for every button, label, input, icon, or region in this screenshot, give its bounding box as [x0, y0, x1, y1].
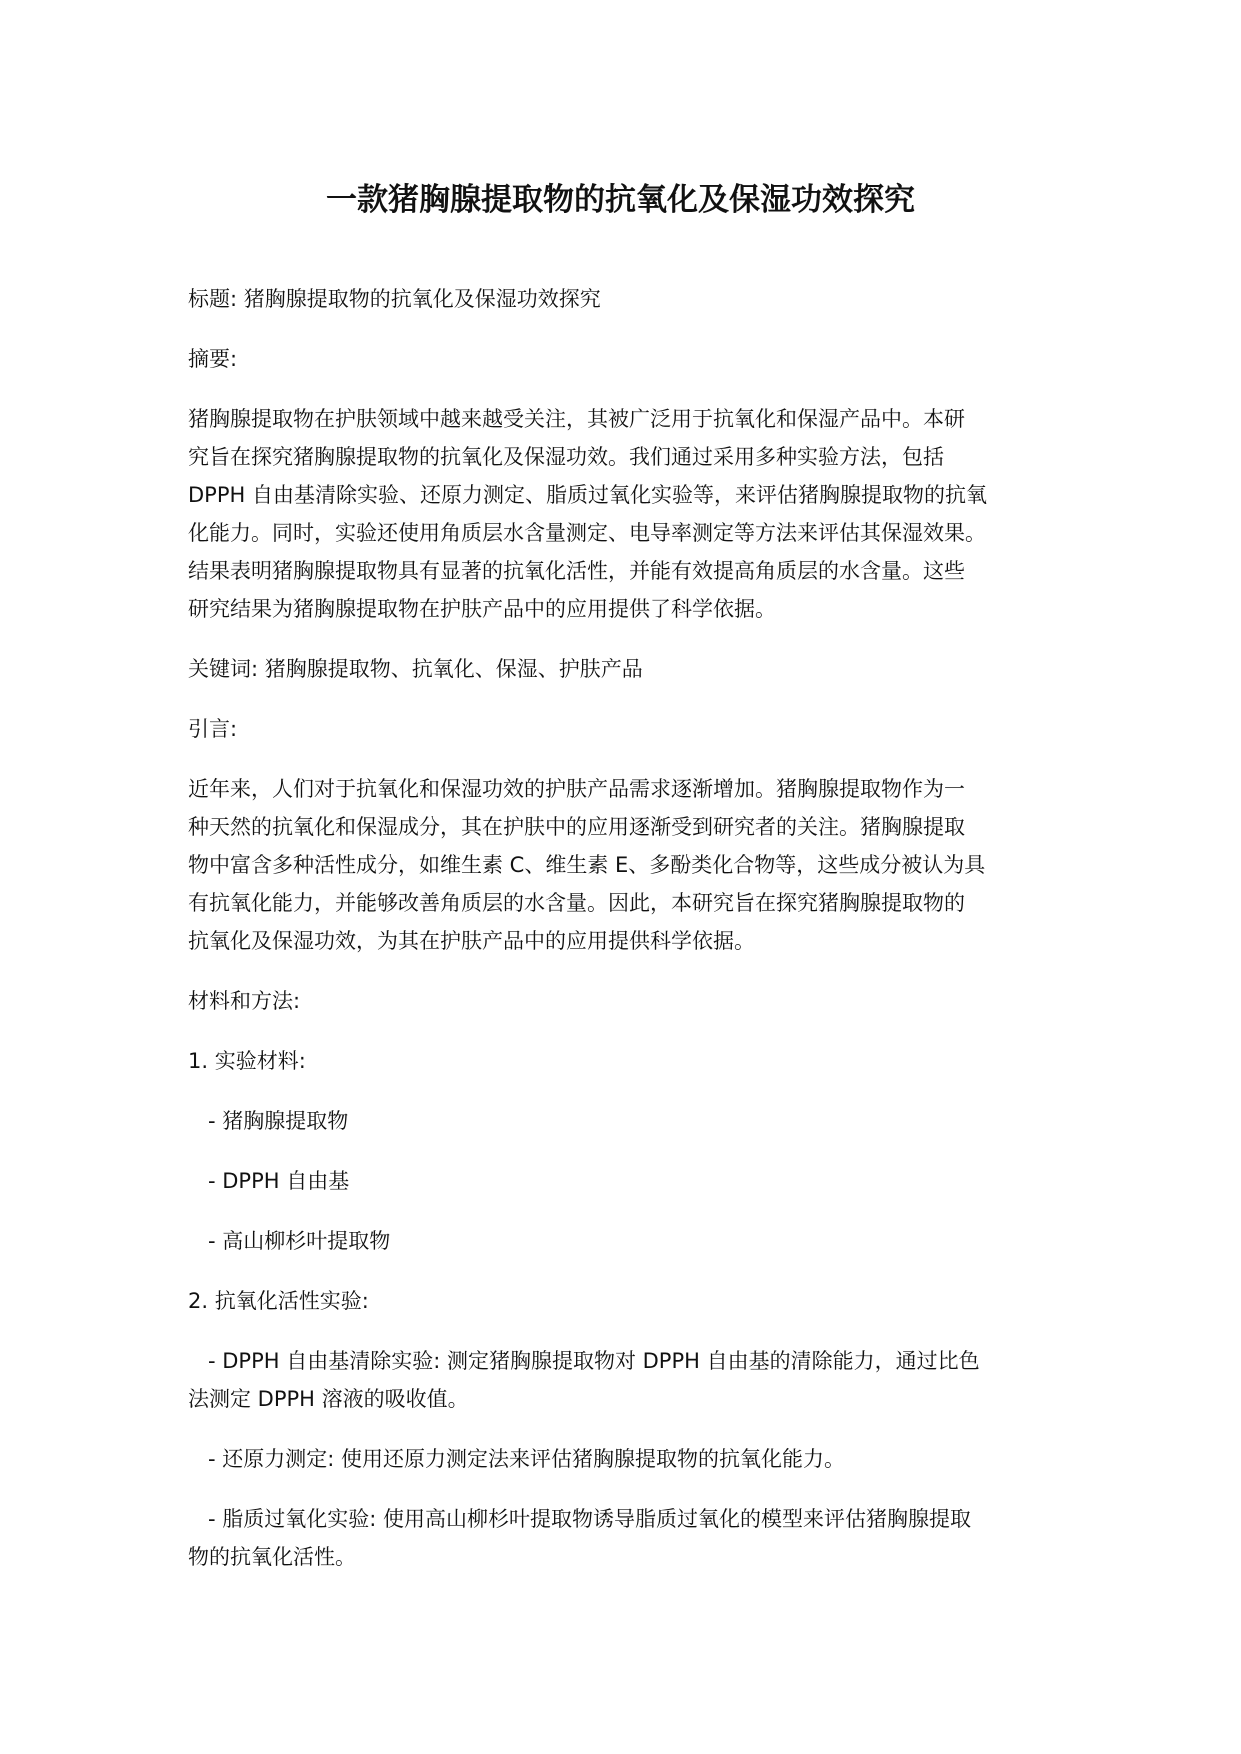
abstract-line: 结果表明猪胸腺提取物具有显著的抗氧化活性，并能有效提高角质层的水含量。这些: [188, 559, 965, 583]
intro-paragraph: [188, 770, 1068, 960]
abstract-line: DPPH 自由基清除实验、还原力测定、脂质过氧化实验等，来评估猪胸腺提取物的抗氧: [188, 483, 987, 507]
intro-line: 有抗氧化能力，并能够改善角质层的水含量。因此，本研究旨在探究猪胸腺提取物的: [188, 891, 965, 915]
intro-line: 种天然的抗氧化和保湿成分，其在护肤中的应用逐渐受到研究者的关注。猪胸腺提取: [188, 815, 965, 839]
keywords-line: 关键词: 猪胸腺提取物、抗氧化、保湿、护肤产品: [188, 657, 643, 681]
material-item: - 猪胸腺提取物: [208, 1109, 349, 1133]
methods-heading: 材料和方法:: [188, 989, 301, 1013]
abstract-line: 猪胸腺提取物在护肤领域中越来越受关注，其被广泛用于抗氧化和保湿产品中。本研: [188, 407, 965, 431]
intro-heading: 引言:: [188, 717, 238, 741]
subject-line: 标题: 猪胸腺提取物的抗氧化及保湿功效探究: [188, 287, 601, 311]
experiment-line: 物的抗氧化活性。: [188, 1545, 356, 1569]
experiment-item: [188, 1500, 1068, 1576]
document-body: [188, 280, 1068, 1598]
document-title: 一款猪胸腺提取物的抗氧化及保湿功效探究: [326, 182, 915, 218]
abstract-line: 究旨在探究猪胸腺提取物的抗氧化及保湿功效。我们通过采用多种实验方法，包括: [188, 445, 944, 469]
intro-line: 近年来，人们对于抗氧化和保湿功效的护肤产品需求逐渐增加。猪胸腺提取物作为一: [188, 777, 965, 801]
intro-line: 抗氧化及保湿功效，为其在护肤产品中的应用提供科学依据。: [188, 929, 755, 953]
experiment-line: 法测定 DPPH 溶液的吸收值。: [188, 1387, 469, 1411]
experiment-line: - 脂质过氧化实验: 使用高山柳杉叶提取物诱导脂质过氧化的模型来评估猪胸腺提取: [208, 1507, 972, 1531]
abstract-paragraph: [188, 400, 1068, 628]
experiment-line: - DPPH 自由基清除实验: 测定猪胸腺提取物对 DPPH 自由基的清除能力，通过比色: [208, 1349, 980, 1373]
material-item: - 高山柳杉叶提取物: [208, 1229, 391, 1253]
abstract-heading: 摘要:: [188, 347, 238, 371]
abstract-line: 研究结果为猪胸腺提取物在护肤产品中的应用提供了科学依据。: [188, 597, 776, 621]
section1-heading: 1. 实验材料:: [188, 1049, 306, 1073]
experiment-item: [188, 1342, 1068, 1418]
intro-line: 物中富含多种活性成分，如维生素 C、维生素 E、多酚类化合物等，这些成分被认为具: [188, 853, 986, 877]
abstract-line: 化能力。同时，实验还使用角质层水含量测定、电导率测定等方法来评估其保湿效果。: [188, 521, 986, 545]
experiment-line: - 还原力测定: 使用还原力测定法来评估猪胸腺提取物的抗氧化能力。: [208, 1447, 846, 1471]
material-item: - DPPH 自由基: [208, 1169, 350, 1193]
section2-heading: 2. 抗氧化活性实验:: [188, 1289, 369, 1313]
experiment-item: [188, 1440, 1068, 1478]
